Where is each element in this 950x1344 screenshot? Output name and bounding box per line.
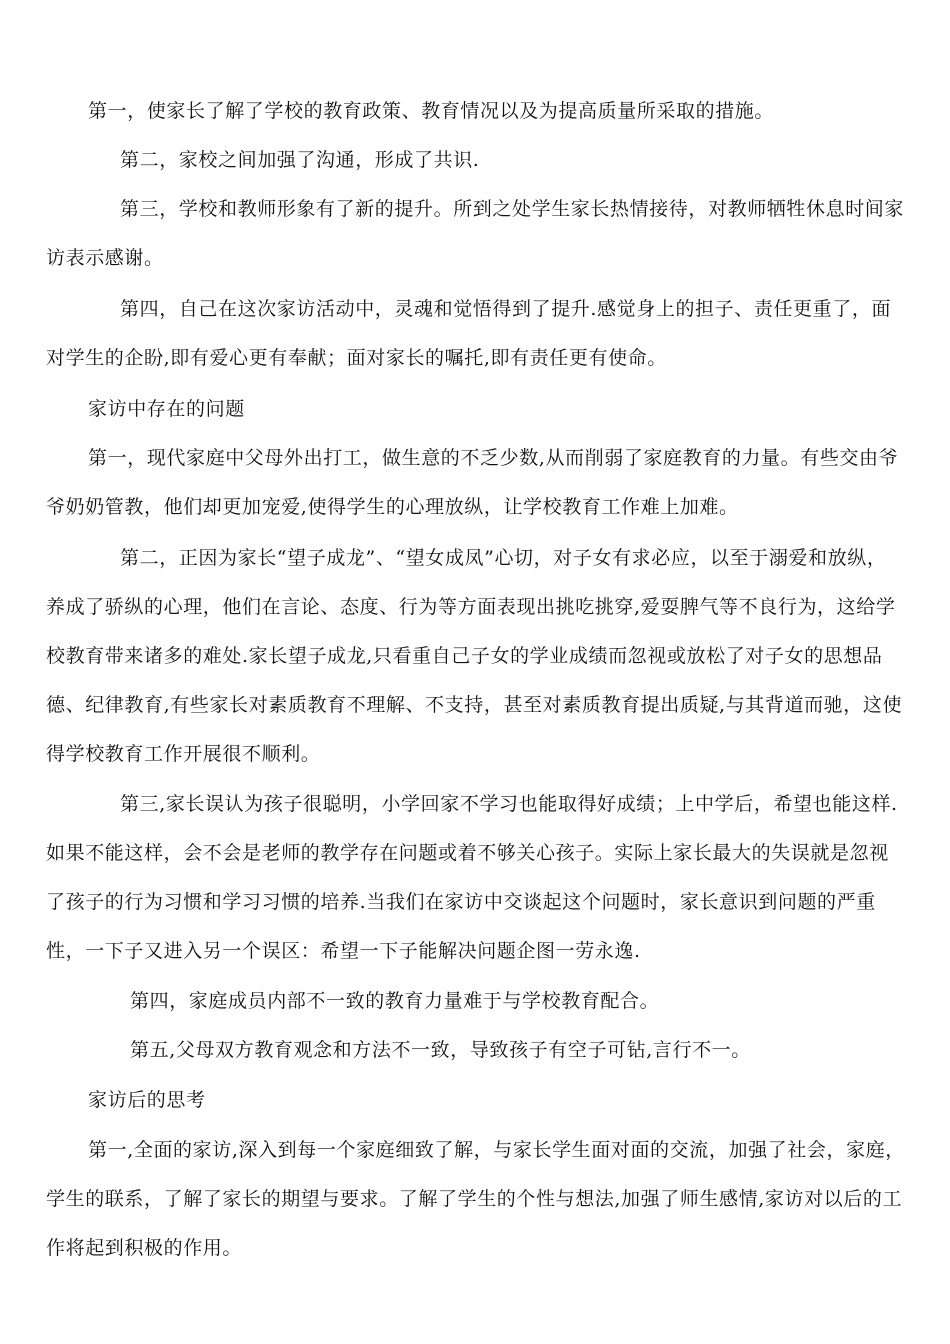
paragraph-9: 第五,父母双方教育观念和方法不一致，导致孩子有空子可钻,言行不一。 [130, 1039, 751, 1061]
paragraph-8: 第四，家庭成员内部不一致的教育力量难于与学校教育配合。 [130, 990, 660, 1012]
paragraph-6: 第二，正因为家长“望子成龙”、“望女成凤”心切，对子女有求必应，以至于溺爱和放纵，养成了骄纵的心理，他们在言论、态度、行为等方面表现出挑吃挑穿,爱耍脾气等不良行为，这给学校教育带来诸多的难处.家长望子成龙,只看重自己子女的学业成绩而忽视或放松了对子女的思想品德、纪律教育,有些家长对素质教育不理解、不支持，甚至对素质教育提出质疑,与其背道而驰，这使得学校教育工作开展很不顺利。 [46, 547, 903, 765]
paragraph-1: 第一，使家长了解了学校的教育政策、教育情况以及为提高质量所采取的措施。 [88, 100, 775, 122]
section-heading-reflection: 家访后的思考 [88, 1089, 206, 1111]
paragraph-4: 第四，自己在这次家访活动中，灵魂和觉悟得到了提升.感觉身上的担子、责任更重了，面对学生的企盼,即有爱心更有奉献；面对家长的嘱托,即有责任更有使命。 [46, 298, 892, 369]
section-heading-problems: 家访中存在的问题 [88, 398, 245, 420]
paragraph-2: 第二，家校之间加强了沟通，形成了共识. [120, 149, 480, 171]
paragraph-10: 第一,全面的家访,深入到每一个家庭细致了解，与家长学生面对面的交流，加强了社会，家庭，学生的联系，了解了家长的期望与要求。了解了学生的个性与想法,加强了师生感情,家访对以后的工作将起到积极的作用。 [46, 1139, 905, 1259]
paragraph-5: 第一，现代家庭中父母外出打工，做生意的不乏少数,从而削弱了家庭教育的力量。有些交由爷爷奶奶管教，他们却更加宠爱,使得学生的心理放纵，让学校教育工作难上加难。 [46, 447, 899, 518]
paragraph-3: 第三，学校和教师形象有了新的提升。所到之处学生家长热情接待，对教师牺牲休息时间家访表示感谢。 [46, 198, 905, 269]
paragraph-7: 第三,家长误认为孩子很聪明，小学回家不学习也能取得好成绩；上中学后，希望也能这样.如果不能这样，会不会是老师的教学存在问题或着不够关心孩子。实际上家长最大的失误就是忽视了孩子的行为习惯和学习习惯的培养.当我们在家访中交谈起这个问题时，家长意识到问题的严重性，一下子又进入另一个误区：希望一下子能解决问题企图一劳永逸. [46, 793, 898, 962]
